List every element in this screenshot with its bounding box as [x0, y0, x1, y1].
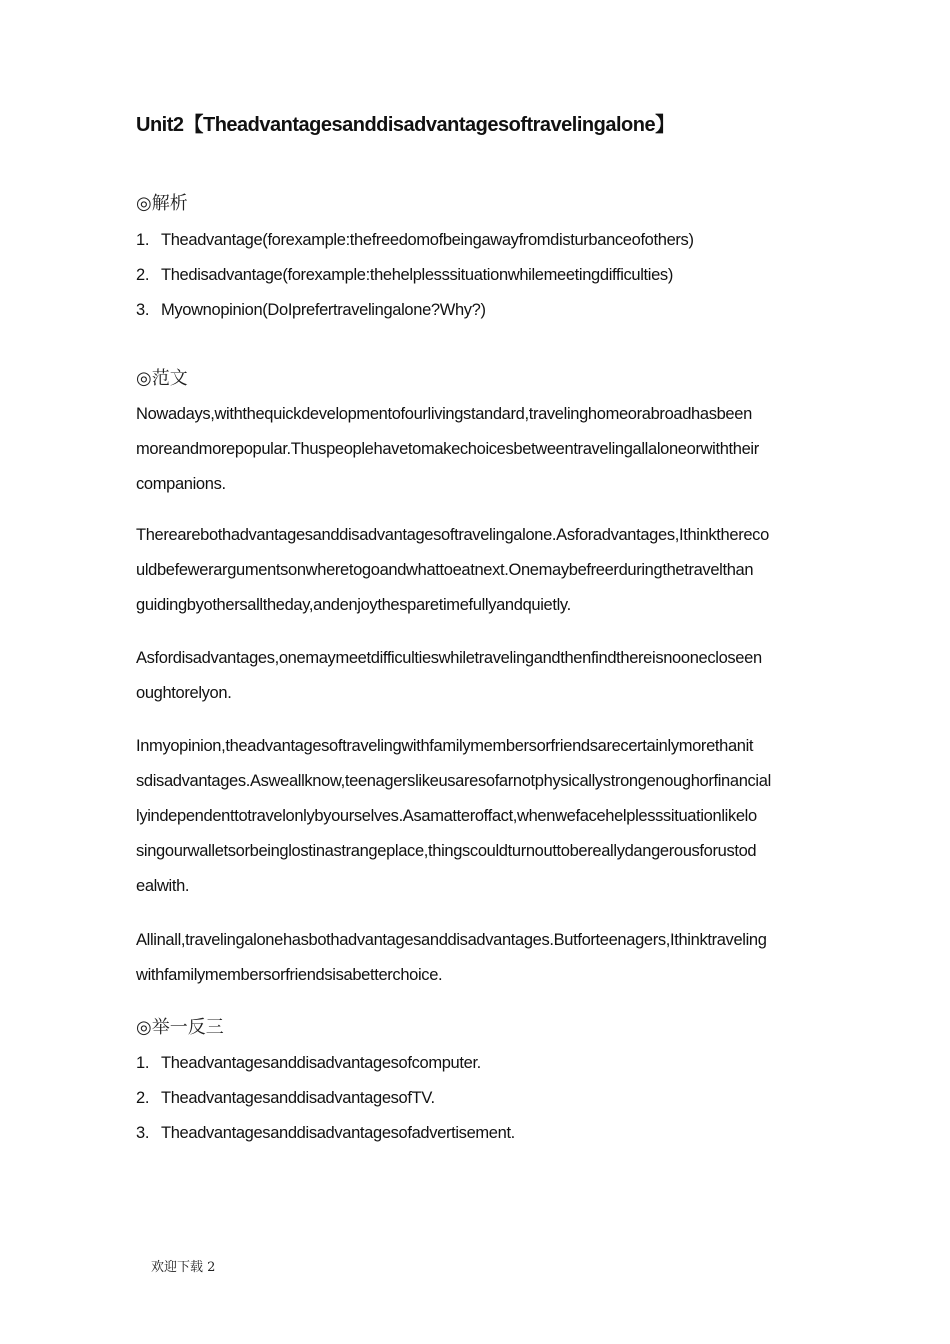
paragraph-line: withfamilymembersorfriendsisabetterchoice.	[136, 966, 443, 984]
sample-heading: ◎范文	[136, 368, 188, 389]
paragraph-line: singourwalletsorbeinglostinastrangeplace,thingscouldturnouttobereallydangerousforustod	[136, 842, 757, 860]
analysis-list	[136, 223, 856, 328]
paragraph-line: guidingbyothersalltheday,andenjoythesparetimefullyandquietly.	[136, 596, 571, 614]
list-text: Thedisadvantage(forexample:thehelplesssituationwhilemeetingdifficulties)	[161, 266, 673, 284]
list-number: 1.	[136, 231, 150, 249]
list-item	[136, 1046, 856, 1081]
essay-paragraph-5	[136, 923, 848, 993]
paragraph-line: lyindependenttotravelonlybyourselves.Asamatteroffact,whenwefacehelplesssituationlikelo	[136, 807, 757, 825]
paragraph-line: Nowadays,withthequickdevelopmentofourlivingstandard,travelinghomeorabroadhasbeen	[136, 405, 752, 423]
extension-heading: ◎举一反三	[136, 1017, 224, 1038]
list-number: 3.	[136, 301, 150, 319]
list-text: Theadvantagesanddisadvantagesofcomputer.	[161, 1054, 481, 1072]
list-text: Theadvantagesanddisadvantagesofadvertisement.	[161, 1124, 515, 1142]
paragraph-line: sdisadvantages.Asweallknow,teenagerslikeusaresofarnotphysicallystrongenoughorfinancial	[136, 772, 771, 790]
paragraph-line: uldbefewerargumentsonwheretogoandwhattoeatnext.Onemaybefreerduringthetravelthan	[136, 561, 754, 579]
paragraph-line: Therearebothadvantagesanddisadvantagesoftravelingalone.Asforadvantages,Ithinkthereco	[136, 526, 769, 544]
paragraph-line: companions.	[136, 475, 226, 493]
analysis-heading: ◎解析	[136, 193, 188, 214]
list-number: 2.	[136, 266, 150, 284]
list-item	[136, 1081, 856, 1116]
essay-paragraph-3	[136, 641, 848, 711]
list-number: 2.	[136, 1089, 150, 1107]
paragraph-line: Allinall,travelingalonehasbothadvantagesanddisadvantages.Butforteenagers,Ithinktraveling	[136, 931, 767, 949]
list-item	[136, 223, 856, 258]
document-title: Unit2【Theadvantagesanddisadvantagesoftravelingalone】	[136, 114, 675, 136]
list-item	[136, 293, 856, 328]
list-text: Myownopinion(DoIprefertravelingalone?Why?)	[161, 301, 486, 319]
paragraph-line: ealwith.	[136, 877, 190, 895]
paragraph-line: moreandmorepopular.Thuspeoplehavetomakechoicesbetweentravelingallaloneorwiththeir	[136, 440, 759, 458]
list-text: Theadvantage(forexample:thefreedomofbeingawayfromdisturbanceofothers)	[161, 231, 694, 249]
essay-paragraph-2	[136, 518, 848, 623]
paragraph-line: Asfordisadvantages,onemaymeetdifficultieswhiletravelingandthenfindthereisnoonecloseen	[136, 649, 762, 667]
paragraph-line: Inmyopinion,theadvantagesoftravelingwithfamilymembersorfriendsarecertainlymorethanit	[136, 737, 754, 755]
list-text: TheadvantagesanddisadvantagesofTV.	[161, 1089, 435, 1107]
extension-list	[136, 1046, 856, 1151]
page-footer: 欢迎下载 2	[151, 1260, 216, 1275]
paragraph-line: oughtorelyon.	[136, 684, 232, 702]
essay-paragraph-4	[136, 729, 848, 904]
list-item	[136, 258, 856, 293]
list-number: 3.	[136, 1124, 150, 1142]
list-number: 1.	[136, 1054, 150, 1072]
list-item	[136, 1116, 856, 1151]
essay-paragraph-1	[136, 397, 848, 502]
